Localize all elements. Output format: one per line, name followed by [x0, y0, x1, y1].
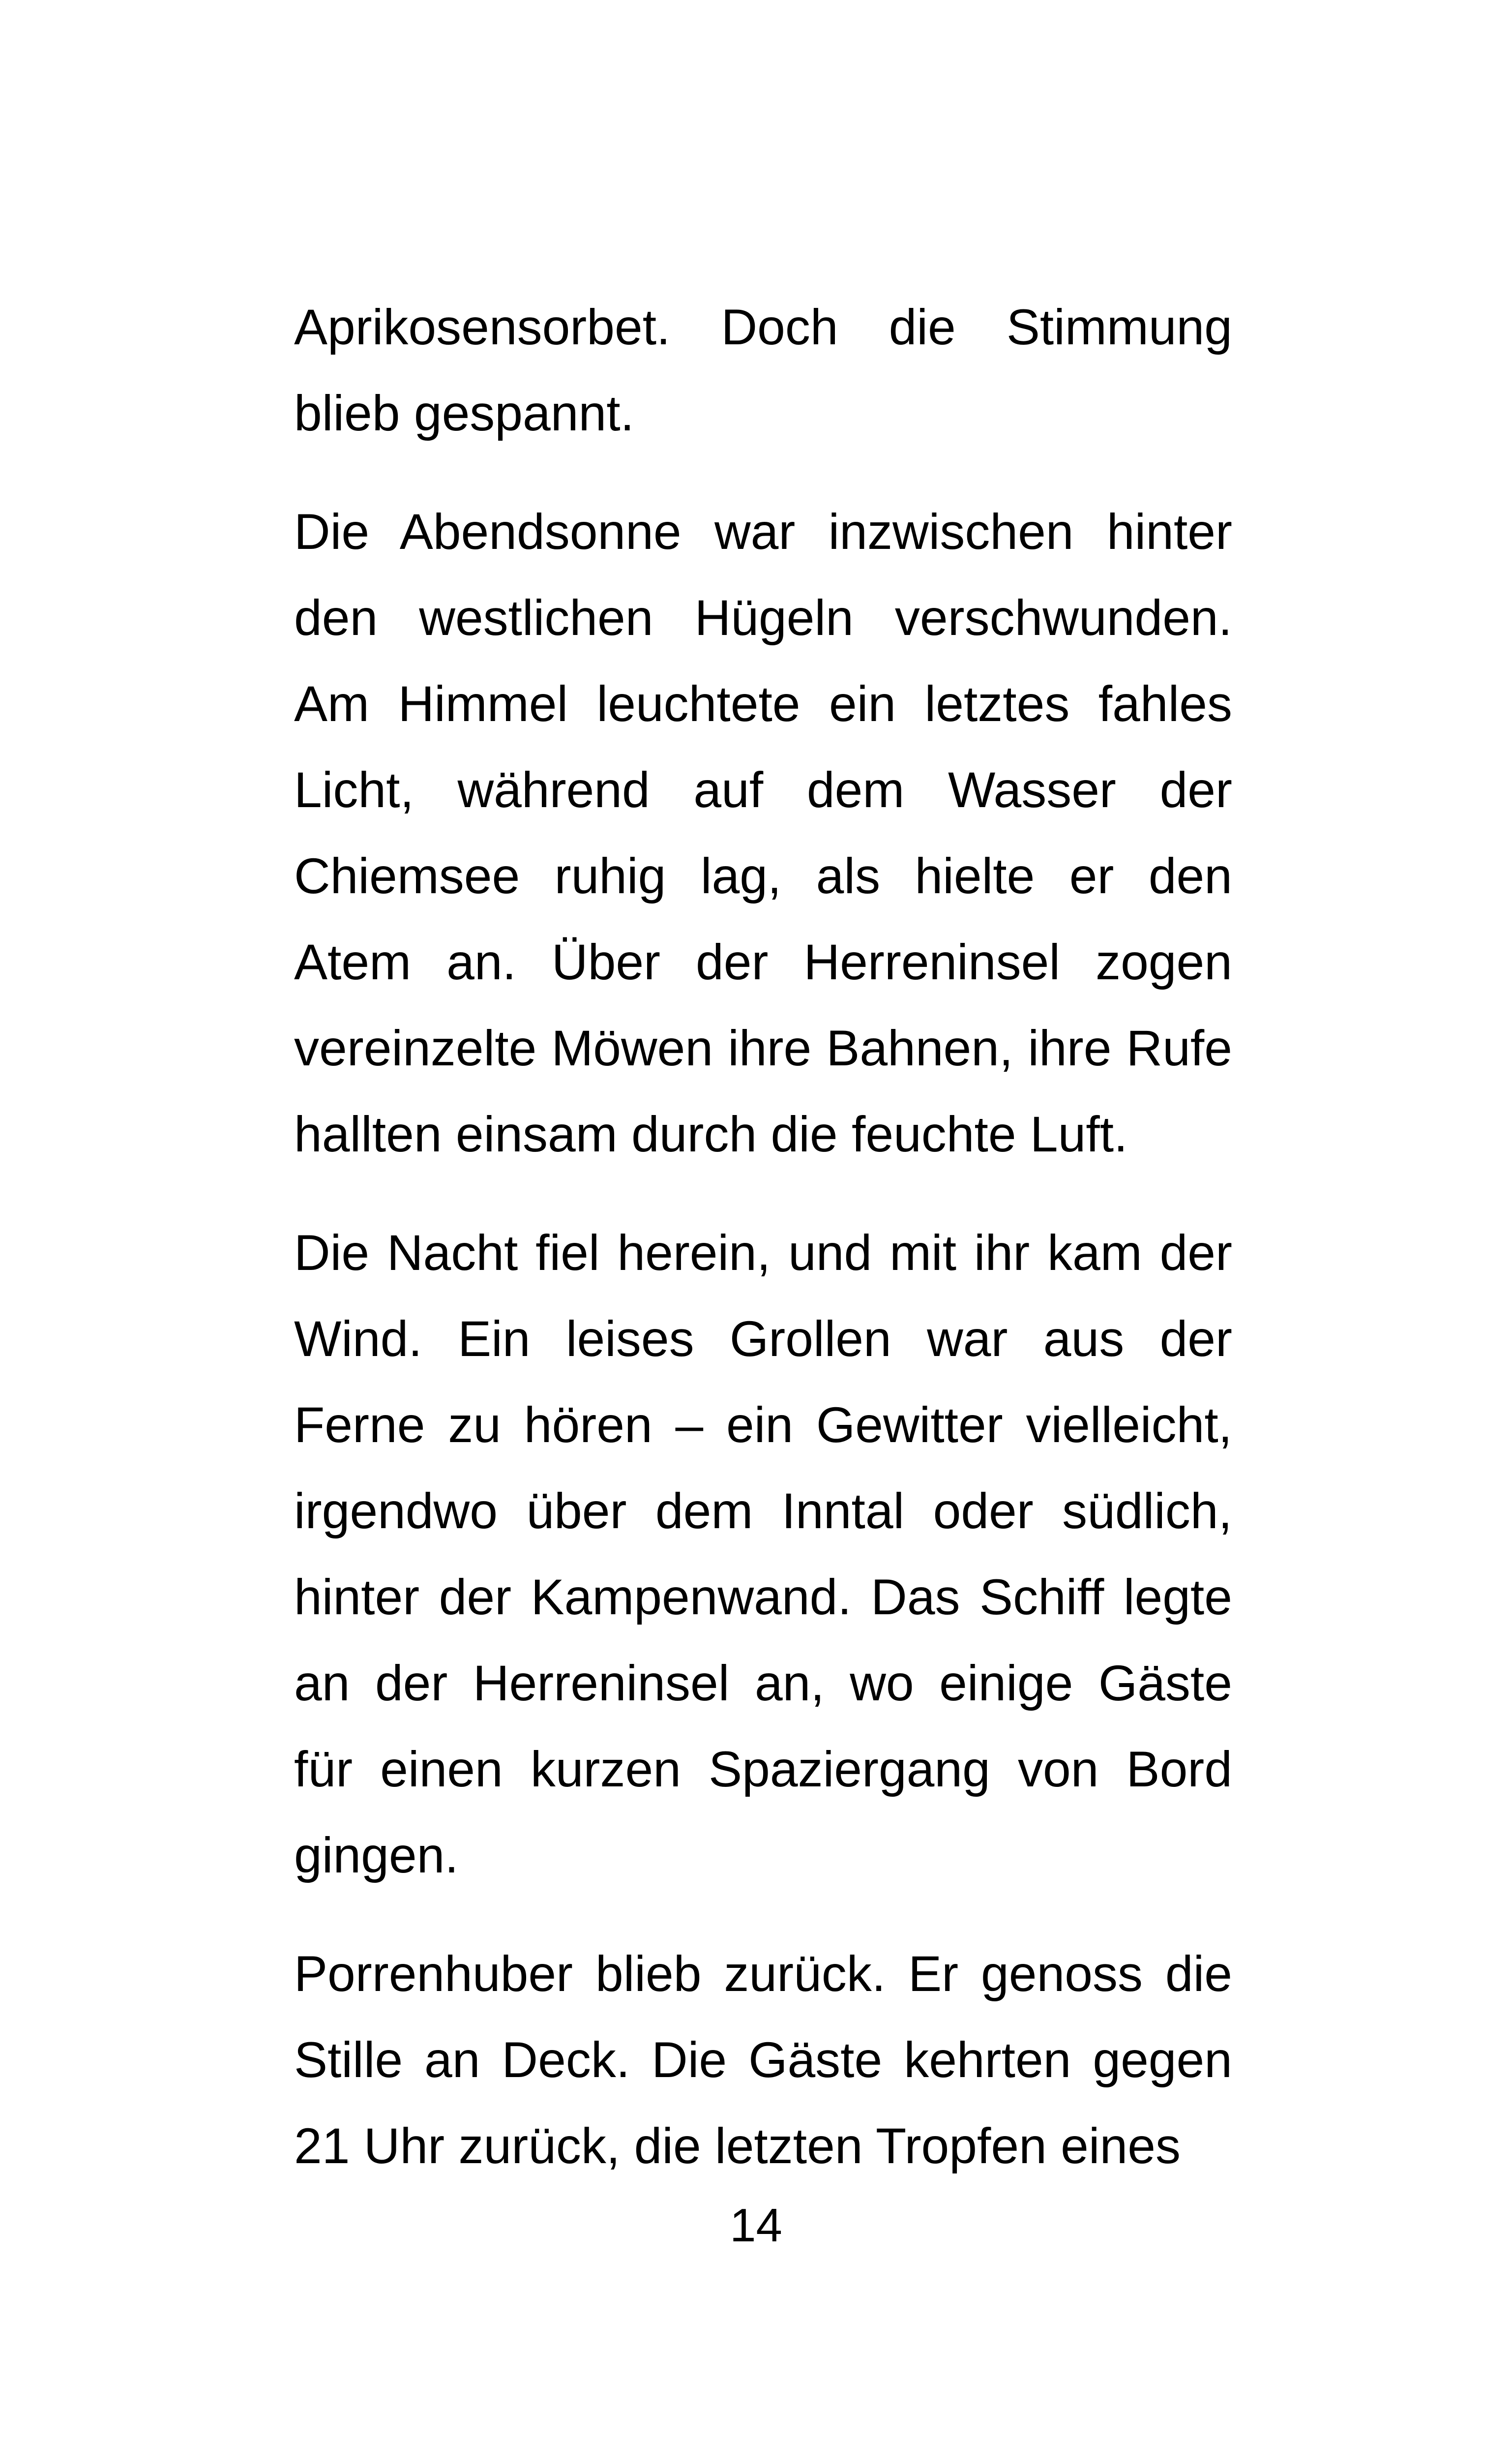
paragraph-1: Aprikosensorbet. Doch die Stimmung blieb gespannt.: [294, 299, 1232, 441]
paragraph-3: Die Nacht fiel herein, und mit ihr kam der Wind. Ein leises Grollen war aus der Ferne zu hören – ein Gewitter vielleicht, irgendwo über dem Inntal oder südlich, hinter der Kampenwand. Das Schiff legte an der Herreninsel an, wo einige Gäste für einen kurzen Spaziergang von Bord gingen.: [294, 1225, 1232, 1883]
paragraph-4: Porrenhuber blieb zurück. Er genoss die Stille an Deck. Die Gäste kehrten gegen 21 Uhr zurück, die letzten Tropfen eines: [294, 1946, 1232, 2174]
page-body-text: [294, 284, 1232, 2189]
paragraph-2: Die Abendsonne war inzwischen hinter den westlichen Hügeln verschwunden. Am Himmel leuchtete ein letztes fahles Licht, während auf dem Wasser der Chiemsee ruhig lag, als hielte er den Atem an. Über der Herreninsel zogen vereinzelte Möwen ihre Bahnen, ihre Rufe hallten einsam durch die feuchte Luft.: [294, 504, 1232, 1162]
page-number: 14: [730, 2199, 782, 2252]
